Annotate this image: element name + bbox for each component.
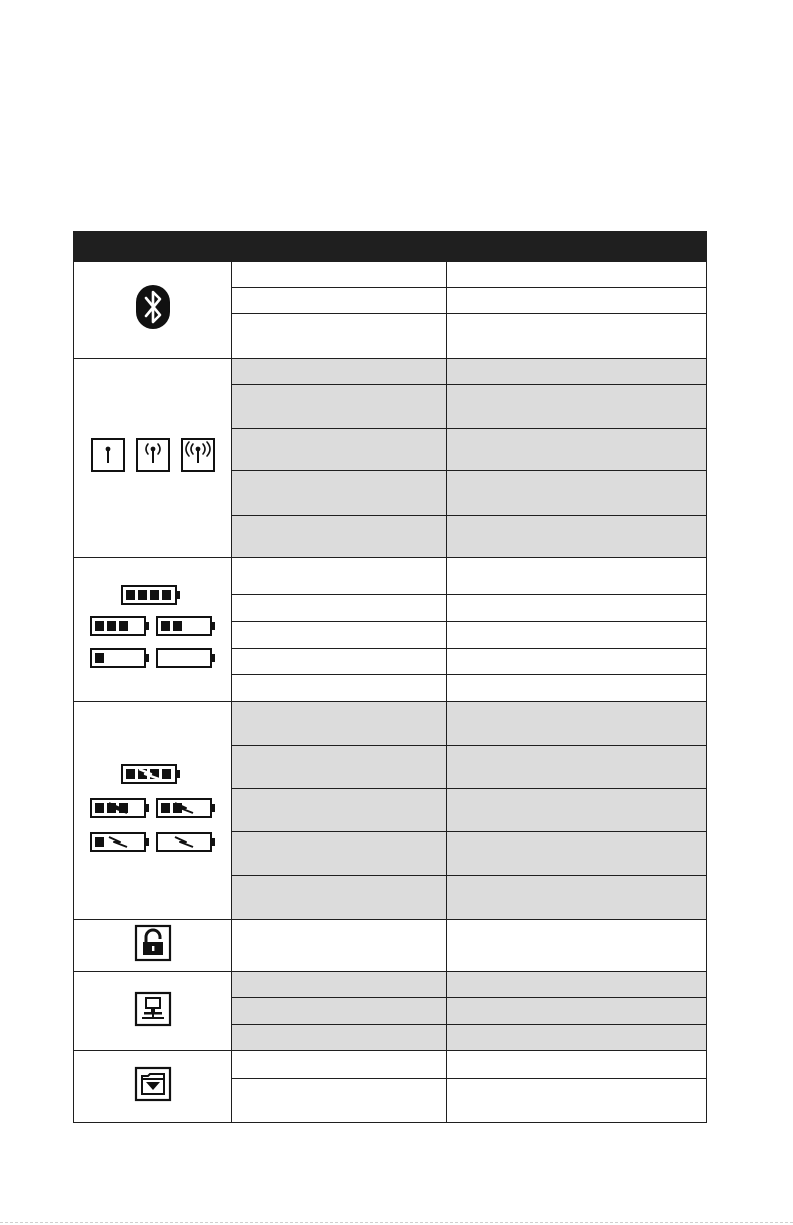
description-cell (447, 622, 707, 649)
status-cell (232, 314, 447, 358)
description-cell (447, 675, 707, 701)
description-cell (447, 262, 707, 288)
description-cell (447, 971, 707, 997)
status-cell (232, 788, 447, 831)
status-icon-table (73, 231, 707, 1123)
status-cell (232, 288, 447, 314)
description-cell (447, 1078, 707, 1122)
table-row (74, 358, 707, 384)
header-icon (74, 232, 232, 262)
status-cell (232, 262, 447, 288)
description-cell (447, 998, 707, 1025)
charging-icon-cell (74, 701, 232, 919)
tray-icon-cell (74, 1051, 232, 1123)
status-cell (232, 649, 447, 675)
description-cell (447, 358, 707, 384)
bluetooth-icon-cell (74, 262, 232, 359)
battery-charging-icons (89, 763, 217, 853)
status-cell (232, 971, 447, 997)
unlock-icon (134, 924, 172, 962)
description-cell (447, 832, 707, 876)
signal-icon-cell (74, 358, 232, 557)
tray-down-icon (134, 1066, 172, 1102)
status-cell (232, 1051, 447, 1078)
description-cell (447, 288, 707, 314)
battery-icon-cell (74, 557, 232, 701)
header-description (447, 232, 707, 262)
description-cell (447, 557, 707, 594)
table-row (74, 557, 707, 594)
status-cell (232, 832, 447, 876)
table-row (74, 1051, 707, 1078)
description-cell (447, 919, 707, 971)
table-row (74, 262, 707, 288)
status-cell (232, 471, 447, 515)
bluetooth-icon (135, 284, 171, 330)
status-cell (232, 557, 447, 594)
status-cell (232, 384, 447, 428)
header-status (232, 232, 447, 262)
table-row (74, 919, 707, 971)
description-cell (447, 1051, 707, 1078)
network-icon (134, 991, 172, 1027)
description-cell (447, 876, 707, 919)
status-cell (232, 515, 447, 557)
status-cell (232, 675, 447, 701)
status-cell (232, 1078, 447, 1122)
description-cell (447, 745, 707, 788)
status-cell (232, 919, 447, 971)
status-cell (232, 594, 447, 621)
status-cell (232, 701, 447, 745)
status-cell (232, 622, 447, 649)
description-cell (447, 384, 707, 428)
description-cell (447, 314, 707, 358)
description-cell (447, 1025, 707, 1051)
description-cell (447, 471, 707, 515)
table-row (74, 971, 707, 997)
status-cell (232, 358, 447, 384)
description-cell (447, 594, 707, 621)
status-cell (232, 1025, 447, 1051)
status-cell (232, 998, 447, 1025)
page-bottom-rule (0, 1222, 793, 1223)
description-cell (447, 429, 707, 471)
status-cell (232, 745, 447, 788)
status-cell (232, 429, 447, 471)
signal-strength-icons (90, 437, 216, 473)
network-icon-cell (74, 971, 232, 1050)
table-header (74, 232, 707, 262)
description-cell (447, 649, 707, 675)
battery-level-icons (89, 584, 217, 670)
status-cell (232, 876, 447, 919)
table-row (74, 701, 707, 745)
description-cell (447, 701, 707, 745)
unlock-icon-cell (74, 919, 232, 971)
description-cell (447, 788, 707, 831)
description-cell (447, 515, 707, 557)
